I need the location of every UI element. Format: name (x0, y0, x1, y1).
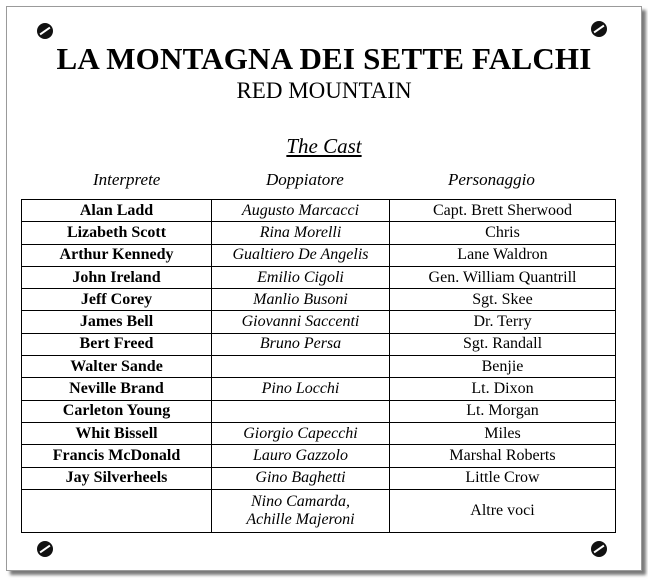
actor-cell: Jay Silverheels (22, 467, 212, 489)
table-row (22, 266, 616, 288)
screw-icon (37, 541, 53, 557)
actor-cell: Carleton Young (22, 400, 212, 422)
dubber-name: Nino Camarda, (251, 492, 350, 510)
dubber-cell: Manlio Busoni (212, 289, 390, 311)
cast-plate (6, 6, 642, 571)
actor-cell: Alan Ladd (22, 200, 212, 222)
actor-cell: Walter Sande (22, 356, 212, 378)
table-row (22, 489, 616, 532)
character-cell: Dr. Terry (390, 311, 616, 333)
actor-cell: Jeff Corey (22, 289, 212, 311)
character-cell: Sgt. Randall (390, 333, 616, 355)
character-cell: Miles (390, 422, 616, 444)
actor-cell: Bert Freed (22, 333, 212, 355)
dubber-cell (212, 400, 390, 422)
table-row (22, 422, 616, 444)
character-cell: Chris (390, 222, 616, 244)
actor-cell: Lizabeth Scott (22, 222, 212, 244)
table-row (22, 356, 616, 378)
character-cell: Lane Waldron (390, 244, 616, 266)
dubber-cell: Bruno Persa (212, 333, 390, 355)
dubber-name: Achille Majeroni (246, 510, 355, 528)
dubber-cell: Gino Baghetti (212, 467, 390, 489)
table-row (22, 333, 616, 355)
character-cell: Capt. Brett Sherwood (390, 200, 616, 222)
character-cell: Sgt. Skee (390, 289, 616, 311)
actor-cell: Francis McDonald (22, 445, 212, 467)
actor-cell (22, 489, 212, 532)
film-title: LA MONTAGNA DEI SETTE FALCHI (56, 41, 592, 76)
screw-icon (591, 21, 607, 37)
column-header-character: Personaggio (448, 170, 535, 189)
dubber-cell: Rina Morelli (212, 222, 390, 244)
table-row (22, 222, 616, 244)
dubber-cell: Giorgio Capecchi (212, 422, 390, 444)
dubber-cell (212, 356, 390, 378)
dubber-cell: Emilio Cigoli (212, 266, 390, 288)
dubber-cell: Giovanni Saccenti (212, 311, 390, 333)
character-cell: Lt. Dixon (390, 378, 616, 400)
column-header-actor: Interprete (93, 170, 161, 189)
actor-cell: Whit Bissell (22, 422, 212, 444)
character-cell: Altre voci (390, 489, 616, 532)
table-row (22, 400, 616, 422)
character-cell: Lt. Morgan (390, 400, 616, 422)
dubber-cell: Gualtiero De Angelis (212, 244, 390, 266)
table-row (22, 244, 616, 266)
dubber-cell: Pino Locchi (212, 378, 390, 400)
character-cell: Gen. William Quantrill (390, 266, 616, 288)
screw-icon (37, 23, 53, 39)
character-cell: Marshal Roberts (390, 445, 616, 467)
dubber-cell: Augusto Marcacci (212, 200, 390, 222)
table-row (22, 200, 616, 222)
actor-cell: Arthur Kennedy (22, 244, 212, 266)
character-cell: Benjie (390, 356, 616, 378)
table-row (22, 311, 616, 333)
dubber-cell: Lauro Gazzolo (212, 445, 390, 467)
column-header-dubber: Doppiatore (266, 170, 344, 189)
actor-cell: James Bell (22, 311, 212, 333)
table-row (22, 445, 616, 467)
cast-heading: The Cast (286, 134, 362, 158)
actor-cell: John Ireland (22, 266, 212, 288)
actor-cell: Neville Brand (22, 378, 212, 400)
film-original-title: RED MOUNTAIN (236, 78, 412, 103)
cast-table (21, 199, 616, 533)
table-row (22, 467, 616, 489)
table-row (22, 289, 616, 311)
character-cell: Little Crow (390, 467, 616, 489)
screw-icon (591, 541, 607, 557)
table-row (22, 378, 616, 400)
dubber-cell (212, 489, 390, 532)
